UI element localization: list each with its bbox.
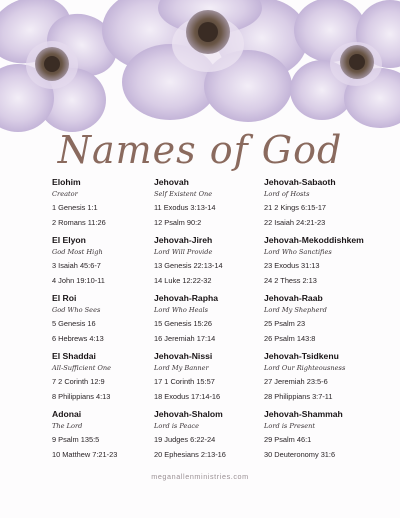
name-heading: Jehovah-Nissi [154,351,213,361]
name-meaning: All-Sufficient One [52,364,112,372]
name-entry [52,235,164,293]
scripture-ref: 3 Isaiah 45:6-7 [52,261,101,270]
scripture-ref: 17 1 Corinth 15:57 [154,377,215,386]
column-2 [154,177,266,467]
scripture-ref: 22 Isaiah 24:21-23 [264,217,326,227]
footer-website: meganallenministries.com [151,472,249,481]
scripture-ref: 19 Judges 6:22-24 [154,435,216,444]
column-3 [264,177,398,467]
name-entry [154,235,266,293]
name-heading: Jehovah-Mekoddishkem [264,235,364,245]
name-heading: Jehovah-Raab [264,293,323,303]
name-meaning: The Lord [52,422,83,430]
scripture-ref: 18 Exodus 17:14-16 [154,391,221,401]
right-flower-icon [290,0,400,128]
center-flower-icon [102,0,308,122]
scripture-ref: 14 Luke 12:22-32 [154,275,212,285]
name-heading: Jehovah-Shalom [154,409,223,419]
name-entry [52,177,164,235]
scripture-ref: 25 Psalm 23 [264,319,306,328]
name-heading: Jehovah-Tsidkenu [264,351,339,361]
name-meaning: Creator [52,190,78,198]
scripture-ref: 5 Genesis 16 [52,319,96,328]
column-1 [52,177,164,467]
name-entry [154,293,266,351]
name-meaning: Lord My Banner [154,364,209,372]
page-title: Names of God [57,128,343,172]
name-entry [52,293,164,351]
name-entry [264,351,398,409]
scripture-ref: 2 Romans 11:26 [52,217,106,227]
scripture-ref: 28 Philippians 3:7-11 [264,391,333,401]
name-heading: Adonai [52,409,82,419]
name-meaning: Lord Who Sanctifies [264,248,332,256]
scripture-ref: 20 Ephesians 2:13-16 [154,449,226,459]
name-entry [264,235,398,293]
scripture-ref: 29 Psalm 46:1 [264,435,312,444]
scripture-ref: 27 Jeremiah 23:5-6 [264,377,328,386]
name-meaning: Lord is Present [264,422,316,430]
scripture-ref: 15 Genesis 15:26 [154,319,212,328]
name-meaning: Lord Who Heals [154,306,208,314]
name-entry [52,351,164,409]
scripture-ref: 12 Psalm 90:2 [154,217,202,227]
name-heading: Jehovah-Shammah [264,409,343,419]
name-entry [52,409,164,467]
scripture-ref: 8 Philippians 4:13 [52,391,111,401]
names-grid [52,177,398,457]
scripture-ref: 13 Genesis 22:13-14 [154,261,223,270]
name-meaning: Lord is Peace [154,422,199,430]
scripture-ref: 30 Deuteronomy 31:6 [264,449,336,459]
name-meaning: Lord Our Righteousness [264,364,346,372]
scripture-ref: 6 Hebrews 4:13 [52,333,104,343]
name-heading: Jehovah-Jireh [154,235,213,245]
name-entry [154,177,266,235]
name-meaning: Lord Will Provide [154,248,213,256]
name-heading: Jehovah [154,177,189,187]
scripture-ref: 24 2 Thess 2:13 [264,275,317,285]
name-entry [264,409,398,467]
scripture-ref: 21 2 Kings 6:15-17 [264,203,327,212]
name-meaning: Lord My Shepherd [264,306,327,314]
scripture-ref: 7 2 Corinth 12:9 [52,377,105,386]
name-meaning: God Who Sees [52,306,101,314]
name-meaning: Self Existent One [154,190,213,198]
name-heading: El Roi [52,293,77,303]
scripture-ref: 1 Genesis 1:1 [52,203,98,212]
scripture-ref: 23 Exodus 31:13 [264,261,320,270]
name-meaning: God Most High [52,248,103,256]
name-heading: El Elyon [52,235,86,245]
scripture-ref: 4 John 19:10-11 [52,275,105,285]
name-entry [264,293,398,351]
scripture-ref: 16 Jeremiah 17:14 [154,333,216,343]
name-meaning: Lord of Hosts [264,190,310,198]
name-entry [264,177,398,235]
name-heading: El Shaddai [52,351,96,361]
name-heading: Jehovah-Rapha [154,293,218,303]
name-heading: Elohim [52,177,81,187]
name-entry [154,409,266,467]
name-heading: Jehovah-Sabaoth [264,177,336,187]
name-entry [154,351,266,409]
scripture-ref: 9 Psalm 135:5 [52,435,100,444]
scripture-ref: 10 Matthew 7:21-23 [52,449,118,459]
scripture-ref: 26 Psalm 143:8 [264,333,316,343]
scripture-ref: 11 Exodus 3:13-14 [154,203,216,212]
